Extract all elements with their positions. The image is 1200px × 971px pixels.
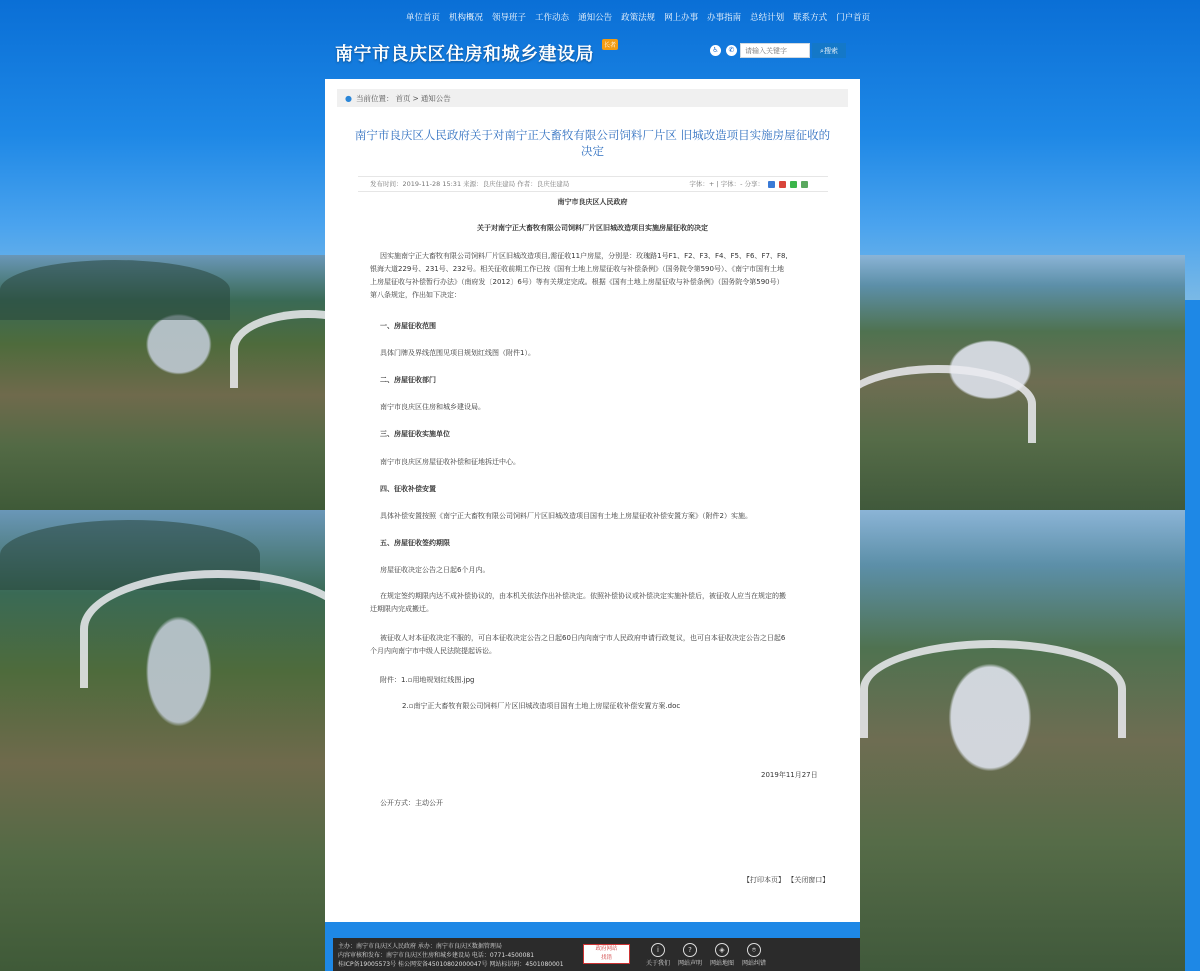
paragraph-line: 第八条规定，作出如下决定： — [370, 291, 461, 299]
breadcrumb-section-link[interactable]: 通知公告 — [420, 93, 451, 103]
shield-icon: ◈ — [715, 943, 729, 957]
footer — [333, 938, 860, 971]
attachment-file-icon: ▫ — [407, 676, 413, 684]
attachment-link[interactable]: 南宁正大畜牧有限公司饲料厂片区旧城改造项目国有土地上房屋征收补偿安置方案.doc — [413, 702, 681, 710]
share-wechat-icon[interactable] — [790, 181, 797, 188]
article-title — [350, 127, 835, 159]
paragraph-line: 在规定签约期限内达不成补偿协议的，由本机关依法作出补偿决定。依照补偿协议或补偿决定实施补偿后，被征收人应当在规定的搬 — [380, 592, 786, 600]
search-button-label: 搜索 — [823, 46, 838, 55]
background-scene-right-top — [860, 255, 1185, 510]
background-scene-right-bottom — [860, 510, 1185, 971]
paragraph-line: 被征收人对本征收决定不服的，可自本征收决定公告之日起60日内向南宁市人民政府申请行政复议，也可自本征收决定公告之日起6 — [380, 634, 786, 642]
nav-item[interactable]: 领导班子 — [492, 13, 527, 23]
search-input[interactable] — [740, 43, 810, 58]
section-heading: 五、房屋征收签约期限 — [380, 539, 450, 547]
search-button[interactable] — [812, 43, 846, 58]
nav-item[interactable]: 办事指南 — [707, 13, 742, 23]
attachment-1 — [380, 674, 475, 687]
nav-item[interactable]: 工作动态 — [535, 13, 570, 23]
article-meta — [358, 176, 828, 192]
hill — [0, 260, 230, 320]
section-heading: 四、征收补偿安置 — [380, 485, 436, 493]
attachment-label: 2. — [402, 702, 409, 710]
question-icon: ? — [683, 943, 697, 957]
footer-error-report-link[interactable] — [734, 943, 774, 968]
top-navigation — [406, 11, 871, 23]
footer-line: 主办：南宁市良庆区人民政府 承办：南宁市良庆区数据管理局 — [338, 943, 502, 950]
breadcrumb-label: 当前位置： — [355, 93, 394, 103]
section-body: 具体门牌及界线范围见项目规划红线图（附件1）。 — [380, 349, 535, 357]
gov-site-error-badge[interactable] — [583, 944, 630, 964]
section-heading: 一、房屋征收范围 — [380, 322, 436, 330]
breadcrumb — [337, 89, 848, 107]
gov-badge-text: 找错 — [600, 955, 612, 961]
attachment-link[interactable]: 用地规划红线图.jpg — [412, 676, 475, 684]
stadium-roof — [860, 640, 1126, 738]
stadium-roof — [80, 570, 356, 688]
share-weibo-icon[interactable] — [779, 181, 786, 188]
background-scene-left-top — [0, 255, 325, 510]
nav-item[interactable]: 门户首页 — [836, 13, 871, 23]
attachment-2 — [402, 700, 680, 713]
location-icon: ⌾ — [747, 943, 761, 957]
nav-item[interactable]: 总结计划 — [750, 13, 785, 23]
section-body: 房屋征收决定公告之日起6个月内。 — [380, 566, 490, 574]
attachment-label: 附件：1. — [380, 676, 408, 684]
nav-item[interactable]: 单位首页 — [406, 13, 441, 23]
background-scene-left-bottom — [0, 510, 325, 971]
nav-item[interactable]: 机构概况 — [449, 13, 484, 23]
nav-item[interactable]: 政策法规 — [621, 13, 656, 23]
print-page-link[interactable]: 【打印本页】 — [743, 876, 785, 884]
paragraph-line: 银海大道229号、231号、232号。相关征收前期工作已按《国有土地上房屋征收与补偿条例》（国务院令第590号）、《南宁市国有土地 — [370, 265, 784, 273]
font-size-and-share[interactable]: 字体：+ | 字体：- 分享： — [689, 180, 764, 188]
nav-item[interactable]: 网上办事 — [664, 13, 699, 23]
paragraph-line: 个月内向南宁市中级人民法院提起诉讼。 — [370, 647, 496, 655]
nav-item[interactable]: 联系方式 — [793, 13, 828, 23]
page-actions — [743, 875, 829, 885]
paragraph-line: 上房屋征收与补偿暂行办法》（南府发〔2012〕6号）等有关规定完成。根据《国有土地上房屋征收与补偿条例》（国务院令第590号） — [370, 278, 784, 286]
stadium-roof — [840, 365, 1036, 443]
footer-line: 桂ICP备19005573号 桂公网安备45010802000047号 网站标识码：4501080001 — [338, 961, 564, 968]
close-window-link[interactable]: 【关闭窗口】 — [787, 876, 830, 884]
document-date: 2019年11月27日 — [761, 771, 818, 779]
section-heading: 二、房屋征收部门 — [380, 376, 436, 384]
footer-info — [338, 942, 564, 969]
disclosure-method: 公开方式：主动公开 — [380, 799, 443, 807]
breadcrumb-separator: > — [412, 93, 419, 103]
gov-badge-text: 政府网站 — [595, 946, 618, 952]
footer-line: 内容审核和发布：南宁市良庆区住房和城乡建设局 电话：0771-4500081 — [338, 952, 535, 959]
wechat-icon[interactable]: ✆ — [726, 45, 737, 56]
section-body: 南宁市良庆区房屋征收补偿和征地拆迁中心。 — [380, 458, 520, 466]
section-heading: 三、房屋征收实施单位 — [380, 430, 450, 438]
accessibility-icon[interactable]: ♿ — [710, 45, 721, 56]
info-icon: i — [651, 943, 665, 957]
nav-item[interactable]: 通知公告 — [578, 13, 613, 23]
footer-link-label: 网站地图 — [709, 960, 734, 967]
article-title-line: 决定 — [581, 144, 604, 158]
paragraph-line: 迁期限内完成搬迁。 — [370, 605, 433, 613]
document-title: 关于对南宁正大畜牧有限公司饲料厂片区旧城改造项目实施房屋征收的决定 — [477, 224, 708, 232]
elder-mode-badge[interactable]: 长者 — [602, 39, 618, 50]
location-pin-icon: ● — [345, 93, 352, 103]
site-title[interactable]: 南宁市良庆区住房和城乡建设局 — [335, 44, 594, 65]
content-panel — [325, 79, 860, 922]
section-body: 南宁市良庆区住房和城乡建设局。 — [380, 403, 485, 411]
share-more-icon[interactable] — [801, 181, 808, 188]
footer-link-label: 关于我们 — [645, 960, 670, 967]
breadcrumb-home-link[interactable]: 首页 — [395, 93, 411, 103]
section-body: 具体补偿安置按照《南宁正大畜牧有限公司饲料厂片区旧城改造项目国有土地上房屋征收补偿安置方案》（附件2）实施。 — [380, 512, 752, 520]
paragraph-line: 因实施南宁正大畜牧有限公司饲料厂片区旧城改造项目,需征收11户房屋，分别是：玫瑰路1号F1、F2、F3、F4、F5、F6、F7、F8, — [380, 252, 788, 260]
article-title-line: 南宁市良庆区人民政府关于对南宁正大畜牧有限公司饲料厂片区 旧城改造项目实施房屋征收的 — [354, 128, 831, 142]
article-meta-info: 发布时间：2019-11-28 15:31 来源：良庆住建局 作者：良庆住建局 — [370, 180, 570, 188]
share-qzone-icon[interactable] — [768, 181, 775, 188]
attachment-file-icon: ▫ — [408, 702, 414, 710]
footer-link-label: 网站声明 — [677, 960, 702, 967]
article-tools — [689, 177, 808, 191]
footer-link-label: 网站纠错 — [741, 960, 766, 967]
issuer: 南宁市良庆区人民政府 — [557, 198, 628, 206]
search-icon: ⌕ — [820, 46, 824, 55]
